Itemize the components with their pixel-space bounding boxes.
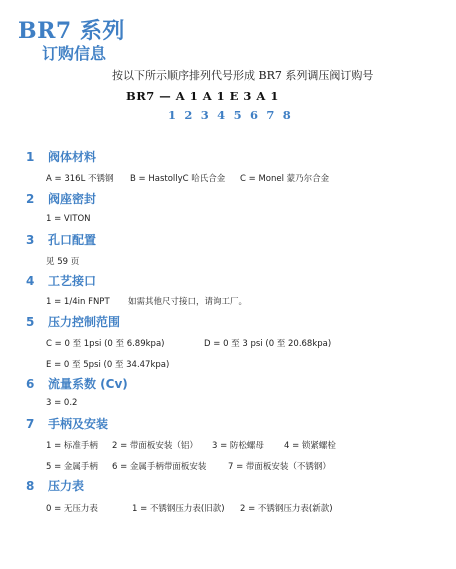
section-title: 阀体材料 (48, 150, 97, 164)
section-number: 6 (26, 377, 35, 391)
code-position: 5 (233, 108, 242, 122)
option-item: 2 = 不锈钢压力表(新款) (240, 504, 333, 514)
section-heading (26, 477, 84, 494)
option-line (46, 255, 79, 267)
option-item: D = 0 至 3 psi (0 至 20.68kpa) (204, 339, 332, 349)
section-title: 压力控制范围 (48, 315, 121, 329)
option-line (46, 439, 336, 451)
code-position-numbers (168, 108, 299, 122)
section-heading (26, 313, 120, 330)
option-item: 7 = 带面板安装（不锈钢） (228, 462, 331, 472)
option-item: 1 = 1/4in FNPT (46, 297, 110, 307)
section-number: 5 (26, 315, 35, 329)
option-item: 2 = 带面板安装（铝） (112, 441, 198, 451)
section-number: 4 (26, 274, 35, 288)
code-position: 6 (249, 108, 258, 122)
section-heading (26, 190, 96, 207)
option-item: 5 = 金属手柄 (46, 462, 98, 472)
option-item: 3 = 防松螺母 (212, 441, 264, 451)
code-position: 3 (200, 108, 209, 122)
section-subtitle: 订购信息 (42, 44, 107, 63)
option-item: 0 = 无压力表 (46, 504, 98, 514)
option-item: 如需其他尺寸接口，请询工厂。 (128, 297, 248, 307)
section-heading (26, 231, 96, 248)
section-heading (26, 375, 128, 392)
section-number: 7 (26, 417, 35, 431)
option-item: A = 316L 不锈钢 (46, 174, 114, 184)
section-title: 阀座密封 (48, 192, 97, 206)
section-number: 1 (26, 150, 35, 164)
option-line (46, 214, 91, 224)
option-line (46, 502, 333, 514)
option-item: 4 = 锁紧螺栓 (284, 441, 336, 451)
section-title: 压力表 (48, 479, 85, 493)
section-title: 工艺接口 (48, 274, 97, 288)
option-line (46, 172, 329, 184)
section-title: 孔口配置 (48, 233, 97, 247)
section-heading (26, 415, 108, 432)
option-item: C = Monel 蒙乃尔合金 (240, 174, 330, 184)
option-line (46, 337, 331, 349)
code-position: 1 (168, 108, 177, 122)
page-title: BR7 系列 (18, 18, 125, 44)
section-number: 2 (26, 192, 35, 206)
code-position: 2 (184, 108, 193, 122)
option-item: C = 0 至 1psi (0 至 6.89kpa) (46, 339, 165, 349)
code-position: 8 (282, 108, 291, 122)
code-position: 7 (266, 108, 275, 122)
intro-text: 按以下所示顺序排列代号形成 BR7 系列调压阀订购号 (112, 69, 374, 82)
section-heading (26, 272, 96, 289)
option-line (46, 295, 247, 307)
option-line (46, 358, 169, 370)
section-title: 流量系数 (Cv) (48, 377, 128, 391)
order-code-example: BR7 — A 1 A 1 E 3 A 1 (126, 89, 279, 103)
option-item: 见 59 页 (46, 257, 80, 267)
option-item: 1 = VITON (46, 214, 91, 224)
section-number: 3 (26, 233, 35, 247)
option-item: B = HastollyC 哈氏合金 (130, 174, 226, 184)
option-line (46, 398, 77, 408)
section-number: 8 (26, 479, 35, 493)
option-item: 6 = 金属手柄带面板安装 (112, 462, 207, 472)
option-item: 1 = 不锈钢压力表(旧款) (132, 504, 225, 514)
option-item: 1 = 标准手柄 (46, 441, 98, 451)
option-item: 3 = 0.2 (46, 398, 78, 408)
code-position: 4 (217, 108, 226, 122)
section-title: 手柄及安装 (48, 417, 109, 431)
section-heading (26, 148, 96, 165)
option-line (46, 460, 331, 472)
option-item: E = 0 至 5psi (0 至 34.47kpa) (46, 360, 170, 370)
